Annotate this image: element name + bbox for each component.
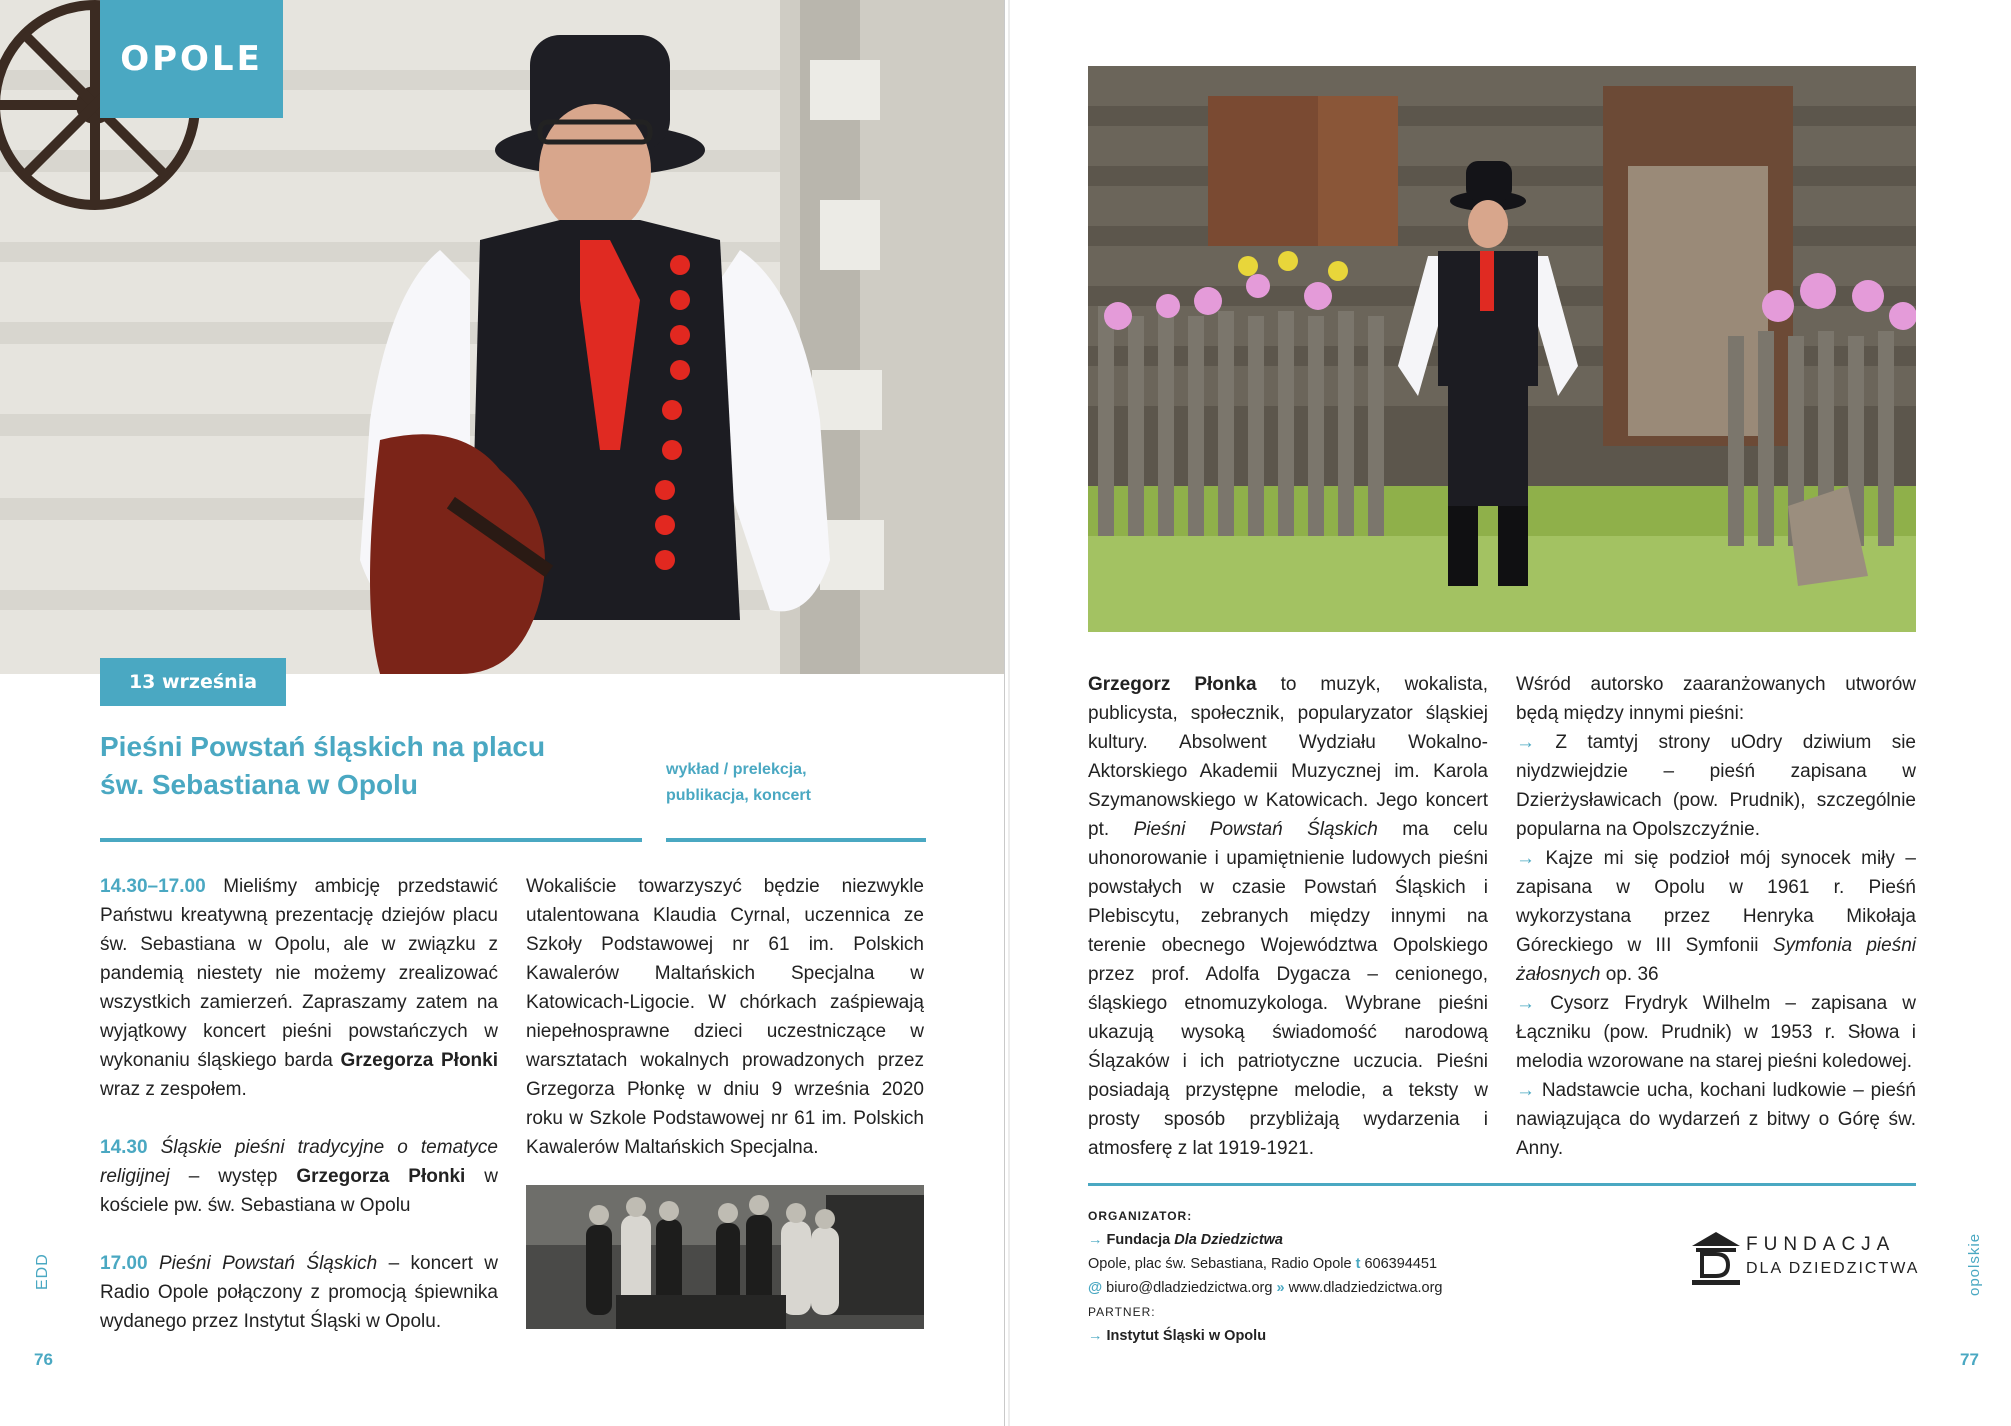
- program-time-2: 14.30: [100, 1137, 148, 1158]
- arrow-icon: →: [1088, 1232, 1103, 1248]
- program-text-1-end: wraz z zespołem.: [100, 1079, 247, 1100]
- organizer-phone[interactable]: 606394451: [1364, 1256, 1438, 1272]
- program-title-3: Pieśni Powstań Śląskich: [147, 1253, 378, 1274]
- event-category-line2: publikacja, koncert: [666, 787, 811, 804]
- city-name: OPOLE: [120, 39, 263, 79]
- program-text-2-end: w kościele pw. św. Sebastiana w Opolu: [100, 1166, 499, 1216]
- arrow-icon: →: [1516, 993, 1535, 1014]
- performers-text: Wokaliście towarzyszyć będzie niezwykle utalentowana Klaudia Cyrnal, uczennica ze Szkoły Podstawowej nr 61 im. Polskich Kawalerów Maltańskich Specjalna w Katowicach-Ligocie. W chórkach zaśpiewają niepełnosprawne dzieci uczestniczące w warsztatach wokalnych prowadzonych przez Grzegorza Płonkę w dniu 9 września 2020 roku w Szkole Podstawowej nr 61 im. Polskich Kawalerów Maltańskich Specjalna.: [526, 876, 924, 1158]
- event-title: [100, 728, 640, 804]
- organizer-address: Opole, plac św. Sebastiana, Radio Opole: [1088, 1256, 1356, 1272]
- partner-line: [1088, 1324, 1608, 1348]
- organizer-line: [1088, 1228, 1608, 1252]
- song-text-2: Kajze mi się podzioł mój synocek miły – zapisana w Opolu w 1961 r. Pieśń wykorzystana przez Henryka Mikołaja Góreckiego w III Symfonii: [1516, 848, 1917, 956]
- performer-name-2: Grzegorza Płonki: [296, 1166, 466, 1187]
- event-category: [666, 757, 926, 809]
- page-spine: [1004, 0, 1005, 1426]
- program-text-1: Mieliśmy ambicję przedstawić Państwu kreatywną prezentację dziejów placu św. Sebastiana w Opolu, ale w związku z pandemią niestety nie możemy zrealizować wszystkich zamierzeń. Zapraszamy zatem na wyjątkowy koncert pieśni powstańczych w wykonaniu śląskiego barda: [100, 876, 498, 1071]
- bio-paragraph: [1088, 670, 1488, 1163]
- program-block-3: [100, 1249, 498, 1336]
- photo-singer-before-house: [1088, 66, 1916, 632]
- page-number-left: 76: [34, 1350, 53, 1369]
- program-block-2: [100, 1133, 498, 1220]
- bio-name: Grzegorz Płonka: [1088, 674, 1257, 695]
- bio-concert-title: Pieśni Powstań Śląskich: [1133, 819, 1378, 840]
- logo-text-line1: FUNDACJA: [1746, 1234, 1896, 1255]
- program-text-3: – koncert w Radio Opole połączony z promocją śpiewnika wydanego przez Instytut Śląski w Opolu.: [100, 1253, 498, 1332]
- organizer-contact-line: [1088, 1252, 1608, 1276]
- phone-icon: t: [1355, 1256, 1361, 1272]
- side-label-region: opolskie: [1966, 1232, 1983, 1296]
- foundation-logo-icon: [1690, 1230, 1742, 1286]
- songs-intro: Wśród autorsko zaaranżowanych utworów będą między innymi pieśni:: [1516, 674, 1916, 724]
- songs-column: [1516, 670, 1916, 1163]
- category-rule: [666, 838, 926, 842]
- performer-name-1: Grzegorza Płonki: [340, 1050, 498, 1071]
- song-item-2: [1516, 844, 1916, 989]
- performers-column: [526, 872, 924, 1162]
- partner-name: Instytut Śląski w Opolu: [1106, 1328, 1267, 1344]
- program-time-1: 14.30–17.00: [100, 876, 206, 897]
- arrow-icon: →: [1516, 732, 1535, 753]
- organizer-email[interactable]: biuro@dladziedzictwa.org: [1106, 1280, 1273, 1296]
- website-icon: »: [1276, 1280, 1285, 1296]
- program-time-3: 17.00: [100, 1253, 148, 1274]
- song-text-3: Cysorz Frydryk Wilhelm – zapisana w Łączniku (pow. Prudnik) w 1953 r. Słowa i melodia wzorowane na starej pieśni koledowej.: [1516, 993, 1916, 1072]
- page-number-right: 77: [1960, 1350, 1979, 1369]
- event-title-line1: Pieśni Powstań śląskich na placu: [100, 731, 546, 762]
- program-column: [100, 872, 498, 1336]
- bio-text-2: ma celu uhonorowanie i upamiętnienie ludowych pieśni powstałych w czasie Powstań Śląskich i Plebiscytu, zebranych między innymi na terenie obecnego Województwa Opolskiego przez prof. Adolfa Dygacza – cenionego, śląskiego etnomuzykologa. Wybrane pieśni ukazują wysoką świadomość narodową Ślązaków i ich patriotyczne uczucia. Pieśni posiadają przystępne melodie, a teksty w prosty sposób przybliżają wydarzenia i atmosferę z lat 1919-1921.: [1088, 819, 1489, 1159]
- organizer-web-line: [1088, 1276, 1608, 1300]
- organizer-rule: [1088, 1183, 1916, 1186]
- organizer-name: Dla Dziedzictwa: [1174, 1232, 1283, 1248]
- side-label-edd: EDD: [34, 1253, 51, 1290]
- song-item-3: [1516, 989, 1916, 1076]
- song-text-1: Z tamtyj strony uOdry dziwium sie niydzwiejdzie – pieśń zapisana w Dzierżysławicach (pow. Prudnik), szczególnie popularna na Opolszczyźnie.: [1516, 732, 1916, 840]
- email-icon: @: [1088, 1280, 1103, 1296]
- city-badge: [100, 0, 283, 118]
- title-rule: [100, 838, 642, 842]
- song-text-2-end: op. 36: [1600, 964, 1659, 985]
- program-title-2: Śląskie pieśni tradycyjne o tematyce religijnej: [100, 1137, 498, 1187]
- program-text-2: – występ: [169, 1166, 297, 1187]
- event-category-line1: wykład / prelekcja,: [666, 761, 807, 778]
- arrow-icon: →: [1088, 1328, 1103, 1344]
- bio-column: [1088, 670, 1488, 1163]
- event-date: 13 września: [128, 671, 258, 693]
- song-text-2-italic: Symfonia pieśni żałosnych: [1516, 935, 1916, 985]
- song-text-4: Nadstawcie ucha, kochani ludkowie – pieśń nawiązująca do wydarzeń z bitwy o Górę św. Anny.: [1516, 1080, 1917, 1159]
- archive-group-photo: [526, 1185, 924, 1329]
- program-block-1: [100, 872, 498, 1104]
- page-spine-shadow: [1008, 0, 1010, 1426]
- logo-text-line2: DLA DZIEDZICTWA: [1746, 1260, 1920, 1277]
- organizer-website[interactable]: www.dladziedzictwa.org: [1288, 1280, 1443, 1296]
- date-badge: [100, 658, 286, 706]
- partner-label: PARTNER:: [1088, 1305, 1156, 1319]
- song-item-1: [1516, 728, 1916, 844]
- organizer-label: ORGANIZATOR:: [1088, 1209, 1193, 1223]
- song-item-4: [1516, 1076, 1916, 1163]
- organizer-block: [1088, 1204, 1608, 1348]
- event-title-line2: św. Sebastiana w Opolu: [100, 769, 418, 800]
- organizer-prefix: Fundacja: [1106, 1232, 1175, 1248]
- arrow-icon: →: [1516, 848, 1535, 869]
- bio-text-1: to muzyk, wokalista, publicysta, społecznik, popularyzator śląskiej kultury. Absolwent Wydziału Wokalno-Aktorskiego Akademii Muzycznej im. Karola Szymanowskiego w Katowicach. Jego koncert pt.: [1088, 674, 1488, 840]
- arrow-icon: →: [1516, 1080, 1535, 1101]
